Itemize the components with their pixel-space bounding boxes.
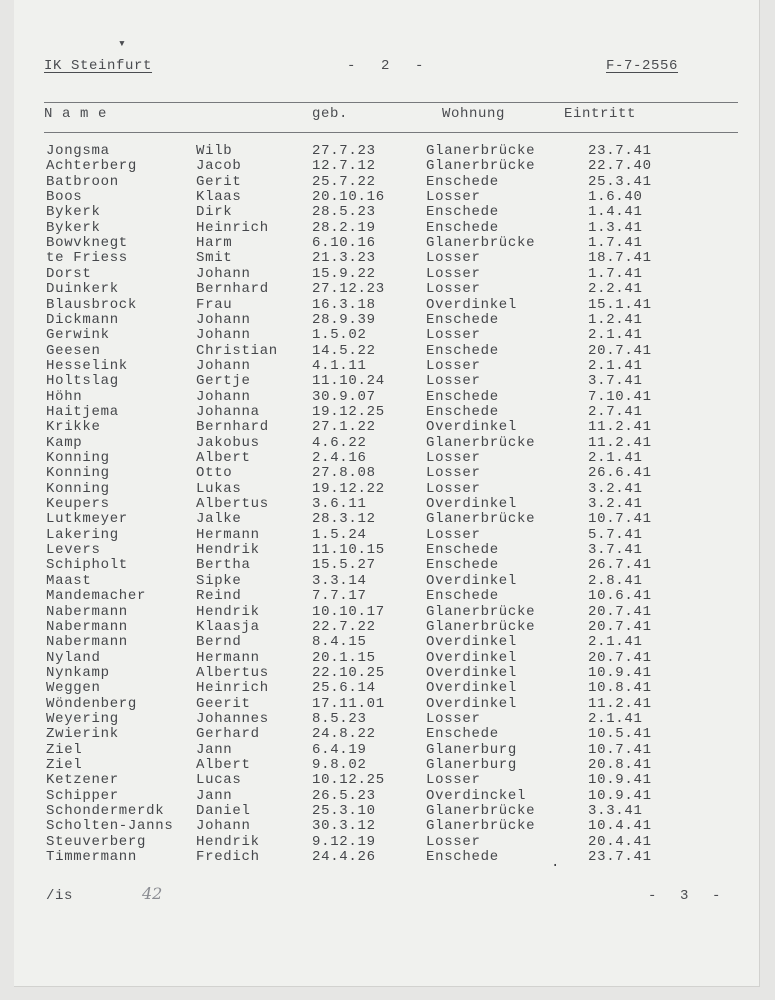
column-header-born: geb.	[312, 106, 349, 122]
column-header-entry: Eintritt	[564, 106, 637, 122]
last-name: Steuverberg	[46, 833, 147, 850]
first-name: Albert	[196, 450, 251, 466]
entry-date: 20.4.41	[588, 833, 652, 850]
last-name: Timmermann	[46, 849, 138, 866]
table-row	[14, 144, 759, 159]
last-name: Kamp	[46, 434, 83, 451]
last-name: Hesselink	[46, 357, 128, 374]
first-name: Harm	[196, 235, 233, 252]
residence: Losser	[426, 357, 481, 374]
first-name: Heinrich	[196, 680, 269, 697]
table-row	[14, 175, 759, 190]
entry-date: 20.8.41	[588, 757, 652, 773]
residence: Glanerburg	[426, 741, 518, 758]
last-name: Keupers	[46, 496, 110, 513]
table-row	[14, 558, 759, 573]
first-name: Johann	[196, 357, 251, 374]
residence: Losser	[426, 526, 481, 543]
last-name: Weggen	[46, 680, 101, 697]
residence: Overdinkel	[426, 680, 518, 697]
ink-mark: ▾	[118, 36, 127, 51]
residence: Enschede	[426, 342, 499, 359]
residence: Losser	[426, 265, 481, 282]
last-name: Jongsma	[46, 143, 110, 159]
last-name: Nabermann	[46, 603, 128, 620]
residence: Glanerbrücke	[426, 603, 536, 620]
first-name: Albertus	[196, 496, 269, 513]
entry-date: 26.7.41	[588, 557, 652, 574]
residence: Glanerbrücke	[426, 143, 536, 159]
residence: Losser	[426, 833, 481, 850]
table-row	[14, 205, 759, 220]
birth-date: 21.3.23	[312, 250, 376, 267]
table-row	[14, 298, 759, 313]
first-name: Lukas	[196, 480, 242, 497]
table-row	[14, 528, 759, 543]
first-name: Fredich	[196, 849, 260, 866]
residence: Losser	[426, 450, 481, 466]
residence: Losser	[426, 710, 481, 727]
last-name: Schipholt	[46, 557, 128, 574]
first-name: Gertje	[196, 373, 251, 390]
residence: Enschede	[426, 388, 499, 405]
birth-date: 19.12.25	[312, 403, 385, 420]
last-name: Schipper	[46, 787, 119, 804]
birth-date: 15.9.22	[312, 265, 376, 282]
birth-date: 6.4.19	[312, 741, 367, 758]
birth-date: 25.3.10	[312, 803, 376, 820]
entry-date: 25.3.41	[588, 173, 652, 190]
entry-date: 2.7.41	[588, 403, 643, 420]
page-number: - 2 -	[347, 58, 425, 74]
birth-date: 27.8.08	[312, 465, 376, 482]
residence: Losser	[426, 250, 481, 267]
birth-date: 25.7.22	[312, 173, 376, 190]
table-row	[14, 620, 759, 635]
last-name: Batbroon	[46, 173, 119, 190]
table-row	[14, 727, 759, 742]
handwritten-annotation: 42	[142, 884, 163, 903]
first-name: Hermann	[196, 526, 260, 543]
last-name: Blausbrock	[46, 296, 138, 313]
birth-date: 27.7.23	[312, 143, 376, 159]
table-row	[14, 512, 759, 527]
residence: Glanerbrücke	[426, 235, 536, 252]
residence: Overdinkel	[426, 649, 518, 666]
last-name: Lakering	[46, 526, 119, 543]
entry-date: 3.7.41	[588, 373, 643, 390]
birth-date: 28.5.23	[312, 204, 376, 221]
last-name: Levers	[46, 542, 101, 559]
last-name: Wöndenberg	[46, 695, 138, 712]
first-name: Jann	[196, 741, 233, 758]
birth-date: 3.3.14	[312, 572, 367, 589]
last-name: Zwierink	[46, 726, 119, 743]
residence: Glanerbrücke	[426, 618, 536, 635]
table-row	[14, 574, 759, 589]
first-name: Dirk	[196, 204, 233, 221]
entry-date: 7.10.41	[588, 388, 652, 405]
birth-date: 10.10.17	[312, 603, 385, 620]
entry-date: 3.2.41	[588, 480, 643, 497]
table-row	[14, 497, 759, 512]
entry-date: 3.3.41	[588, 803, 643, 820]
table-row	[14, 605, 759, 620]
last-name: Dorst	[46, 265, 92, 282]
table-row	[14, 758, 759, 773]
table-row	[14, 743, 759, 758]
first-name: Johanna	[196, 403, 260, 420]
table-row	[14, 344, 759, 359]
first-name: Gerhard	[196, 726, 260, 743]
entry-date: 10.5.41	[588, 726, 652, 743]
residence: Overdinkel	[426, 419, 518, 436]
entry-date: 2.8.41	[588, 572, 643, 589]
last-name: Dickmann	[46, 311, 119, 328]
birth-date: 14.5.22	[312, 342, 376, 359]
birth-date: 30.3.12	[312, 818, 376, 835]
last-name: Scholten-Janns	[46, 818, 174, 835]
table-row	[14, 420, 759, 435]
table-row	[14, 328, 759, 343]
residence: Losser	[426, 772, 481, 789]
residence: Losser	[426, 480, 481, 497]
residence: Overdinkel	[426, 572, 518, 589]
table-row	[14, 850, 759, 865]
birth-date: 2.4.16	[312, 450, 367, 466]
entry-date: 2.1.41	[588, 710, 643, 727]
last-name: Nyland	[46, 649, 101, 666]
table-row	[14, 543, 759, 558]
first-name: Johannes	[196, 710, 269, 727]
first-name: Hermann	[196, 649, 260, 666]
entry-date: 1.3.41	[588, 219, 643, 236]
birth-date: 10.12.25	[312, 772, 385, 789]
residence: Losser	[426, 189, 481, 206]
first-name: Albert	[196, 757, 251, 773]
organization-header: IK Steinfurt	[44, 58, 153, 74]
residence: Enschede	[426, 588, 499, 605]
last-name: Boos	[46, 189, 83, 206]
last-name: Maast	[46, 572, 92, 589]
residence: Losser	[426, 281, 481, 298]
entry-date: 1.6.40	[588, 189, 643, 206]
first-name: Hendrik	[196, 603, 260, 620]
residence: Glanerbrücke	[426, 803, 536, 820]
next-page-marker: - 3 -	[648, 888, 722, 904]
table-row	[14, 651, 759, 666]
residence: Enschede	[426, 204, 499, 221]
residence: Losser	[426, 373, 481, 390]
table-row	[14, 789, 759, 804]
birth-date: 25.6.14	[312, 680, 376, 697]
header-rule-bottom	[44, 132, 738, 133]
last-name: Höhn	[46, 388, 83, 405]
first-name: Reind	[196, 588, 242, 605]
column-header-name: N a m e	[44, 106, 108, 122]
table-row	[14, 773, 759, 788]
last-name: Gerwink	[46, 327, 110, 344]
last-name: Konning	[46, 480, 110, 497]
birth-date: 11.10.24	[312, 373, 385, 390]
birth-date: 1.5.24	[312, 526, 367, 543]
residence: Enschede	[426, 557, 499, 574]
table-row	[14, 313, 759, 328]
birth-date: 6.10.16	[312, 235, 376, 252]
entry-date: 3.7.41	[588, 542, 643, 559]
birth-date: 1.5.02	[312, 327, 367, 344]
first-name: Wilb	[196, 143, 233, 159]
table-row	[14, 190, 759, 205]
entry-date: 26.6.41	[588, 465, 652, 482]
birth-date: 28.9.39	[312, 311, 376, 328]
typist-initials: /is	[46, 888, 74, 904]
table-row	[14, 697, 759, 712]
birth-date: 17.11.01	[312, 695, 385, 712]
table-row	[14, 282, 759, 297]
last-name: Mandemacher	[46, 588, 147, 605]
first-name: Bertha	[196, 557, 251, 574]
entry-date: 10.7.41	[588, 741, 652, 758]
table-row	[14, 681, 759, 696]
last-name: Ziel	[46, 741, 83, 758]
first-name: Johann	[196, 265, 251, 282]
last-name: Bykerk	[46, 219, 101, 236]
birth-date: 9.8.02	[312, 757, 367, 773]
first-name: Albertus	[196, 664, 269, 681]
last-name: Weyering	[46, 710, 119, 727]
first-name: Lucas	[196, 772, 242, 789]
document-reference: F-7-2556	[606, 58, 679, 74]
first-name: Klaasja	[196, 618, 260, 635]
residence: Enschede	[426, 849, 499, 866]
birth-date: 22.10.25	[312, 664, 385, 681]
table-row	[14, 390, 759, 405]
entry-date: 22.7.40	[588, 158, 652, 175]
entry-date: 2.1.41	[588, 450, 643, 466]
entry-date: 11.2.41	[588, 695, 652, 712]
residence: Glanerbrücke	[426, 434, 536, 451]
entry-date: 15.1.41	[588, 296, 652, 313]
entry-date: 20.7.41	[588, 618, 652, 635]
birth-date: 24.4.26	[312, 849, 376, 866]
residence: Enschede	[426, 726, 499, 743]
first-name: Gerit	[196, 173, 242, 190]
birth-date: 20.1.15	[312, 649, 376, 666]
table-row	[14, 374, 759, 389]
ink-mark: ·	[551, 858, 560, 874]
entry-date: 10.6.41	[588, 588, 652, 605]
first-name: Otto	[196, 465, 233, 482]
first-name: Klaas	[196, 189, 242, 206]
birth-date: 27.1.22	[312, 419, 376, 436]
entry-date: 10.9.41	[588, 787, 652, 804]
residence: Enschede	[426, 542, 499, 559]
entry-date: 2.1.41	[588, 357, 643, 374]
last-name: Geesen	[46, 342, 101, 359]
first-name: Jakobus	[196, 434, 260, 451]
entry-date: 10.4.41	[588, 818, 652, 835]
birth-date: 12.7.12	[312, 158, 376, 175]
table-row	[14, 359, 759, 374]
table-row	[14, 804, 759, 819]
birth-date: 28.2.19	[312, 219, 376, 236]
residence: Overdinkel	[426, 695, 518, 712]
document-page	[14, 0, 760, 987]
birth-date: 11.10.15	[312, 542, 385, 559]
last-name: Nabermann	[46, 634, 128, 651]
table-row	[14, 451, 759, 466]
birth-date: 3.6.11	[312, 496, 367, 513]
first-name: Johann	[196, 311, 251, 328]
birth-date: 22.7.22	[312, 618, 376, 635]
last-name: Lutkmeyer	[46, 511, 128, 528]
birth-date: 27.12.23	[312, 281, 385, 298]
last-name: Haitjema	[46, 403, 119, 420]
entry-date: 2.1.41	[588, 327, 643, 344]
birth-date: 24.8.22	[312, 726, 376, 743]
residence: Enschede	[426, 173, 499, 190]
birth-date: 4.1.11	[312, 357, 367, 374]
first-name: Bernd	[196, 634, 242, 651]
entry-date: 10.7.41	[588, 511, 652, 528]
table-row	[14, 267, 759, 282]
entry-date: 11.2.41	[588, 419, 652, 436]
last-name: Nynkamp	[46, 664, 110, 681]
residence: Enschede	[426, 403, 499, 420]
residence: Enschede	[426, 311, 499, 328]
entry-date: 1.4.41	[588, 204, 643, 221]
entry-date: 23.7.41	[588, 849, 652, 866]
entry-date: 5.7.41	[588, 526, 643, 543]
entry-date: 10.9.41	[588, 772, 652, 789]
entry-date: 3.2.41	[588, 496, 643, 513]
birth-date: 7.7.17	[312, 588, 367, 605]
first-name: Geerit	[196, 695, 251, 712]
first-name: Johann	[196, 327, 251, 344]
entry-date: 1.2.41	[588, 311, 643, 328]
last-name: Schondermerdk	[46, 803, 165, 820]
last-name: Ketzener	[46, 772, 119, 789]
residence: Glanerbrücke	[426, 158, 536, 175]
residence: Overdinkel	[426, 296, 518, 313]
last-name: Konning	[46, 450, 110, 466]
birth-date: 20.10.16	[312, 189, 385, 206]
birth-date: 26.5.23	[312, 787, 376, 804]
last-name: Nabermann	[46, 618, 128, 635]
entry-date: 10.9.41	[588, 664, 652, 681]
residence: Glanerbrücke	[426, 818, 536, 835]
residence: Glanerburg	[426, 757, 518, 773]
residence: Overdinkel	[426, 634, 518, 651]
table-row	[14, 236, 759, 251]
first-name: Jalke	[196, 511, 242, 528]
birth-date: 9.12.19	[312, 833, 376, 850]
first-name: Sipke	[196, 572, 242, 589]
table-row	[14, 635, 759, 650]
first-name: Hendrik	[196, 833, 260, 850]
last-name: Holtslag	[46, 373, 119, 390]
table-row	[14, 221, 759, 236]
last-name: Achterberg	[46, 158, 138, 175]
entry-date: 20.7.41	[588, 649, 652, 666]
residence: Enschede	[426, 219, 499, 236]
last-name: Krikke	[46, 419, 101, 436]
first-name: Bernhard	[196, 419, 269, 436]
entry-date: 18.7.41	[588, 250, 652, 267]
table-row	[14, 436, 759, 451]
residence: Overdinkel	[426, 664, 518, 681]
first-name: Hendrik	[196, 542, 260, 559]
first-name: Bernhard	[196, 281, 269, 298]
first-name: Christian	[196, 342, 278, 359]
last-name: Duinkerk	[46, 281, 119, 298]
birth-date: 8.4.15	[312, 634, 367, 651]
table-row	[14, 819, 759, 834]
header-rule-top	[44, 102, 738, 103]
table-row	[14, 712, 759, 727]
first-name: Jann	[196, 787, 233, 804]
birth-date: 8.5.23	[312, 710, 367, 727]
table-row	[14, 405, 759, 420]
table-row	[14, 466, 759, 481]
residence: Losser	[426, 465, 481, 482]
table-row	[14, 835, 759, 850]
entry-date: 20.7.41	[588, 603, 652, 620]
entry-date: 1.7.41	[588, 265, 643, 282]
last-name: te Friess	[46, 250, 128, 267]
residence: Glanerbrücke	[426, 511, 536, 528]
last-name: Ziel	[46, 757, 83, 773]
birth-date: 4.6.22	[312, 434, 367, 451]
birth-date: 15.5.27	[312, 557, 376, 574]
entry-date: 1.7.41	[588, 235, 643, 252]
last-name: Bykerk	[46, 204, 101, 221]
entry-date: 23.7.41	[588, 143, 652, 159]
entry-date: 2.1.41	[588, 634, 643, 651]
last-name: Konning	[46, 465, 110, 482]
first-name: Johann	[196, 818, 251, 835]
table-row	[14, 589, 759, 604]
entry-date: 11.2.41	[588, 434, 652, 451]
first-name: Frau	[196, 296, 233, 313]
birth-date: 19.12.22	[312, 480, 385, 497]
table-row	[14, 251, 759, 266]
first-name: Jacob	[196, 158, 242, 175]
residence: Overdinckel	[426, 787, 527, 804]
first-name: Smit	[196, 250, 233, 267]
entry-date: 20.7.41	[588, 342, 652, 359]
column-header-residence: Wohnung	[442, 106, 506, 122]
first-name: Daniel	[196, 803, 251, 820]
table-row	[14, 159, 759, 174]
residence: Overdinkel	[426, 496, 518, 513]
first-name: Johann	[196, 388, 251, 405]
entry-date: 2.2.41	[588, 281, 643, 298]
last-name: Bowvknegt	[46, 235, 128, 252]
first-name: Heinrich	[196, 219, 269, 236]
birth-date: 16.3.18	[312, 296, 376, 313]
entry-date: 10.8.41	[588, 680, 652, 697]
residence: Losser	[426, 327, 481, 344]
table-row	[14, 666, 759, 681]
birth-date: 28.3.12	[312, 511, 376, 528]
table-row	[14, 482, 759, 497]
birth-date: 30.9.07	[312, 388, 376, 405]
